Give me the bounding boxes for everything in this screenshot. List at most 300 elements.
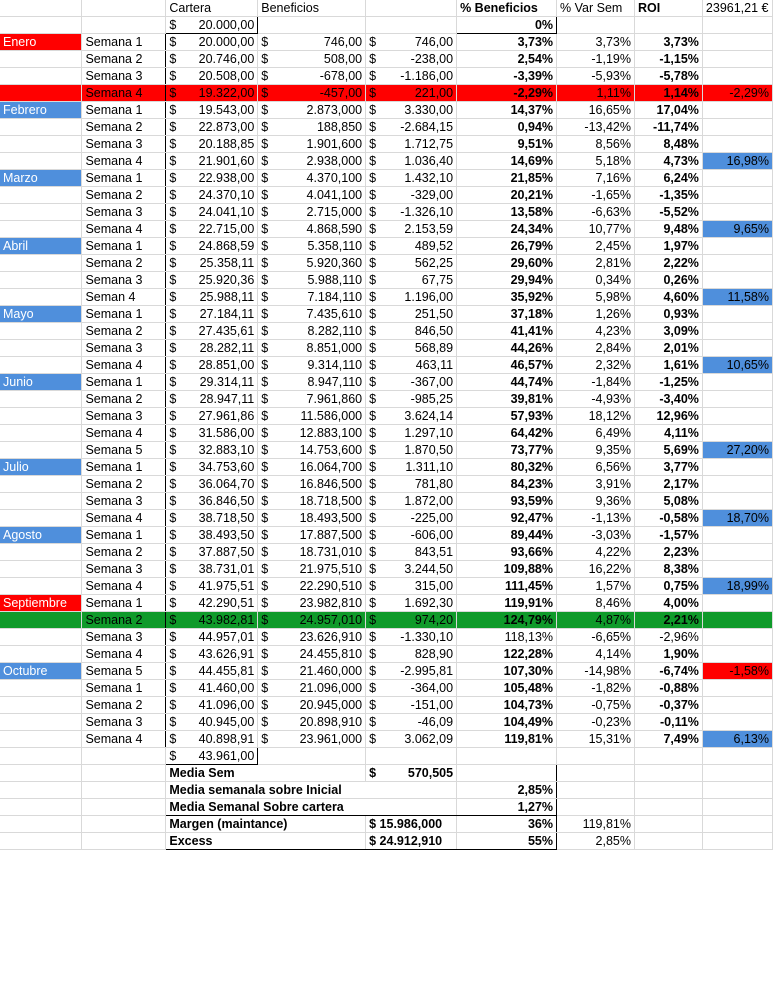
- week-cell[interactable]: Semana 4: [82, 510, 166, 527]
- header-beneficios[interactable]: Beneficios: [258, 0, 366, 17]
- var-sem-cell[interactable]: 5,98%: [557, 289, 635, 306]
- month-cell[interactable]: [0, 391, 82, 408]
- var-sem-cell[interactable]: 4,87%: [557, 612, 635, 629]
- month-cell[interactable]: [0, 408, 82, 425]
- pct-beneficios-cell[interactable]: 92,47%: [457, 510, 557, 527]
- month-cell[interactable]: [0, 187, 82, 204]
- pct-beneficios-cell[interactable]: -2,29%: [457, 85, 557, 102]
- cartera-cell[interactable]: [166, 85, 258, 102]
- beneficios-cell[interactable]: [258, 425, 366, 442]
- var-sem-cell[interactable]: 2,84%: [557, 340, 635, 357]
- beneficios-cell[interactable]: [258, 663, 366, 680]
- roi-cell[interactable]: 0,75%: [634, 578, 702, 595]
- diff-cell[interactable]: [366, 476, 457, 493]
- diff-cell[interactable]: [366, 306, 457, 323]
- month-cell[interactable]: [0, 612, 82, 629]
- month-cell[interactable]: [0, 51, 82, 68]
- roi-cell[interactable]: -0,58%: [634, 510, 702, 527]
- cell-empty[interactable]: [634, 799, 702, 816]
- cell-empty[interactable]: [82, 799, 166, 816]
- cell-empty[interactable]: [82, 816, 166, 833]
- diff-cell[interactable]: [366, 221, 457, 238]
- beneficios-cell[interactable]: [258, 357, 366, 374]
- diff-cell[interactable]: [366, 561, 457, 578]
- diff-cell[interactable]: [366, 714, 457, 731]
- week-cell[interactable]: Semana 3: [82, 629, 166, 646]
- cartera-cell[interactable]: [166, 221, 258, 238]
- extra-cell[interactable]: [702, 476, 772, 493]
- pct-beneficios-cell[interactable]: 118,13%: [457, 629, 557, 646]
- month-cell[interactable]: Marzo: [0, 170, 82, 187]
- cartera-cell[interactable]: [166, 187, 258, 204]
- beneficios-cell[interactable]: [258, 153, 366, 170]
- month-cell[interactable]: [0, 442, 82, 459]
- pct-beneficios-cell[interactable]: 24,34%: [457, 221, 557, 238]
- beneficios-cell[interactable]: [258, 289, 366, 306]
- cell-empty[interactable]: [82, 833, 166, 850]
- header-month[interactable]: [0, 0, 82, 17]
- roi-cell[interactable]: 4,60%: [634, 289, 702, 306]
- cartera-cell[interactable]: [166, 170, 258, 187]
- diff-cell[interactable]: [366, 544, 457, 561]
- month-cell[interactable]: [0, 493, 82, 510]
- cartera-cell[interactable]: [166, 323, 258, 340]
- cartera-cell[interactable]: [166, 527, 258, 544]
- var-sem-cell[interactable]: 16,22%: [557, 561, 635, 578]
- cartera-cell[interactable]: [166, 646, 258, 663]
- diff-cell[interactable]: [366, 119, 457, 136]
- week-cell[interactable]: Semana 2: [82, 391, 166, 408]
- cell-empty[interactable]: [457, 748, 557, 765]
- week-cell[interactable]: Semana 2: [82, 476, 166, 493]
- extra-cell[interactable]: [702, 51, 772, 68]
- cell-empty[interactable]: [634, 833, 702, 850]
- extra-cell[interactable]: 10,65%: [702, 357, 772, 374]
- cartera-cell[interactable]: [166, 680, 258, 697]
- cartera-cell[interactable]: [166, 102, 258, 119]
- diff-cell[interactable]: [366, 255, 457, 272]
- beneficios-cell[interactable]: [258, 170, 366, 187]
- diff-cell[interactable]: [366, 629, 457, 646]
- roi-cell[interactable]: -1,57%: [634, 527, 702, 544]
- diff-cell[interactable]: [366, 697, 457, 714]
- diff-cell[interactable]: [366, 646, 457, 663]
- cell-empty[interactable]: [82, 17, 166, 34]
- beneficios-cell[interactable]: [258, 51, 366, 68]
- roi-cell[interactable]: 1,97%: [634, 238, 702, 255]
- var-sem-cell[interactable]: 8,56%: [557, 136, 635, 153]
- header-week[interactable]: [82, 0, 166, 17]
- beneficios-cell[interactable]: [258, 272, 366, 289]
- beneficios-cell[interactable]: [258, 544, 366, 561]
- var-sem-cell[interactable]: 1,57%: [557, 578, 635, 595]
- diff-cell[interactable]: [366, 289, 457, 306]
- week-cell[interactable]: Semana 2: [82, 544, 166, 561]
- cell-empty[interactable]: [702, 765, 772, 782]
- extra-cell[interactable]: [702, 255, 772, 272]
- cartera-cell[interactable]: [166, 459, 258, 476]
- roi-cell[interactable]: 2,22%: [634, 255, 702, 272]
- month-cell[interactable]: Enero: [0, 34, 82, 51]
- cell-empty[interactable]: [634, 765, 702, 782]
- extra-cell[interactable]: [702, 408, 772, 425]
- beneficios-cell[interactable]: [258, 612, 366, 629]
- cell-empty[interactable]: [0, 17, 82, 34]
- week-cell[interactable]: Semana 2: [82, 697, 166, 714]
- media-inicial-value[interactable]: 2,85%: [457, 782, 557, 799]
- cell-empty[interactable]: [557, 17, 635, 34]
- extra-cell[interactable]: [702, 425, 772, 442]
- cell-empty[interactable]: [82, 782, 166, 799]
- beneficios-cell[interactable]: [258, 323, 366, 340]
- beneficios-cell[interactable]: [258, 408, 366, 425]
- pct-beneficios-cell[interactable]: 9,51%: [457, 136, 557, 153]
- pct-beneficios-cell[interactable]: 111,45%: [457, 578, 557, 595]
- extra-cell[interactable]: [702, 340, 772, 357]
- excess-pct[interactable]: 55%: [457, 833, 557, 850]
- pct-beneficios-cell[interactable]: 29,94%: [457, 272, 557, 289]
- extra-cell[interactable]: 18,70%: [702, 510, 772, 527]
- month-cell[interactable]: Octubre: [0, 663, 82, 680]
- diff-cell[interactable]: [366, 578, 457, 595]
- week-cell[interactable]: Semana 2: [82, 51, 166, 68]
- pct-beneficios-cell[interactable]: 21,85%: [457, 170, 557, 187]
- var-sem-cell[interactable]: 4,14%: [557, 646, 635, 663]
- diff-cell[interactable]: [366, 731, 457, 748]
- cartera-cell[interactable]: [166, 629, 258, 646]
- roi-cell[interactable]: -2,96%: [634, 629, 702, 646]
- beneficios-cell[interactable]: [258, 119, 366, 136]
- cartera-cell[interactable]: [166, 595, 258, 612]
- var-sem-cell[interactable]: -1,19%: [557, 51, 635, 68]
- roi-cell[interactable]: -6,74%: [634, 663, 702, 680]
- extra-cell[interactable]: 6,13%: [702, 731, 772, 748]
- cartera-cell[interactable]: [166, 663, 258, 680]
- week-cell[interactable]: Semana 3: [82, 408, 166, 425]
- extra-cell[interactable]: [702, 561, 772, 578]
- extra-cell[interactable]: [702, 629, 772, 646]
- cartera-cell[interactable]: [166, 493, 258, 510]
- cartera-cell[interactable]: [166, 136, 258, 153]
- pct-beneficios-cell[interactable]: 105,48%: [457, 680, 557, 697]
- roi-cell[interactable]: 1,90%: [634, 646, 702, 663]
- excess-value[interactable]: $ 24.912,910: [366, 833, 457, 850]
- beneficios-cell[interactable]: [258, 68, 366, 85]
- roi-cell[interactable]: -11,74%: [634, 119, 702, 136]
- extra-cell[interactable]: [702, 391, 772, 408]
- roi-cell[interactable]: 8,48%: [634, 136, 702, 153]
- header-roi[interactable]: ROI: [634, 0, 702, 17]
- month-cell[interactable]: [0, 476, 82, 493]
- extra-cell[interactable]: [702, 170, 772, 187]
- cell-empty[interactable]: [557, 748, 635, 765]
- pct-beneficios-cell[interactable]: 104,49%: [457, 714, 557, 731]
- pct-beneficios-cell[interactable]: 80,32%: [457, 459, 557, 476]
- week-cell[interactable]: Semana 3: [82, 136, 166, 153]
- week-cell[interactable]: Semana 2: [82, 323, 166, 340]
- week-cell[interactable]: Seman 4: [82, 289, 166, 306]
- month-cell[interactable]: [0, 221, 82, 238]
- var-sem-cell[interactable]: -0,23%: [557, 714, 635, 731]
- media-cartera-label[interactable]: Media Semanal Sobre cartera: [166, 799, 457, 816]
- month-cell[interactable]: [0, 510, 82, 527]
- beneficios-cell[interactable]: [258, 340, 366, 357]
- extra-cell[interactable]: [702, 68, 772, 85]
- excess-label[interactable]: Excess: [166, 833, 366, 850]
- beneficios-cell[interactable]: [258, 476, 366, 493]
- var-sem-cell[interactable]: 4,22%: [557, 544, 635, 561]
- diff-cell[interactable]: [366, 680, 457, 697]
- diff-cell[interactable]: [366, 323, 457, 340]
- extra-cell[interactable]: [702, 544, 772, 561]
- cartera-cell[interactable]: [166, 374, 258, 391]
- week-cell[interactable]: Semana 1: [82, 595, 166, 612]
- roi-cell[interactable]: 5,08%: [634, 493, 702, 510]
- cartera-cell[interactable]: [166, 340, 258, 357]
- var-sem-cell[interactable]: 10,77%: [557, 221, 635, 238]
- week-cell[interactable]: Semana 1: [82, 459, 166, 476]
- roi-cell[interactable]: -1,15%: [634, 51, 702, 68]
- diff-cell[interactable]: [366, 493, 457, 510]
- cell-empty[interactable]: [634, 748, 702, 765]
- diff-cell[interactable]: [366, 391, 457, 408]
- cartera-cell[interactable]: [166, 731, 258, 748]
- beneficios-cell[interactable]: [258, 493, 366, 510]
- roi-cell[interactable]: 17,04%: [634, 102, 702, 119]
- cell-empty[interactable]: [702, 816, 772, 833]
- var-sem-cell[interactable]: 18,12%: [557, 408, 635, 425]
- roi-cell[interactable]: -1,25%: [634, 374, 702, 391]
- extra-cell[interactable]: 11,58%: [702, 289, 772, 306]
- pct-beneficios-cell[interactable]: 107,30%: [457, 663, 557, 680]
- diff-cell[interactable]: [366, 68, 457, 85]
- pct-beneficios-cell[interactable]: 104,73%: [457, 697, 557, 714]
- beneficios-cell[interactable]: [258, 34, 366, 51]
- roi-cell[interactable]: 4,73%: [634, 153, 702, 170]
- cartera-cell[interactable]: [166, 272, 258, 289]
- extra-cell[interactable]: 16,98%: [702, 153, 772, 170]
- diff-cell[interactable]: [366, 170, 457, 187]
- beneficios-cell[interactable]: [258, 136, 366, 153]
- pct-beneficios-cell[interactable]: 73,77%: [457, 442, 557, 459]
- pct-beneficios-cell[interactable]: 2,54%: [457, 51, 557, 68]
- diff-cell[interactable]: [366, 459, 457, 476]
- month-cell[interactable]: [0, 714, 82, 731]
- diff-cell[interactable]: [366, 136, 457, 153]
- extra-cell[interactable]: [702, 204, 772, 221]
- header-cartera[interactable]: Cartera: [166, 0, 258, 17]
- beneficios-cell[interactable]: [258, 629, 366, 646]
- week-cell[interactable]: Semana 3: [82, 272, 166, 289]
- media-sem-label[interactable]: Media Sem: [166, 765, 366, 782]
- diff-cell[interactable]: [366, 34, 457, 51]
- roi-cell[interactable]: 2,17%: [634, 476, 702, 493]
- pct-beneficios-cell[interactable]: 41,41%: [457, 323, 557, 340]
- diff-cell[interactable]: [366, 408, 457, 425]
- extra-cell[interactable]: [702, 697, 772, 714]
- roi-cell[interactable]: 7,49%: [634, 731, 702, 748]
- var-sem-cell[interactable]: 6,56%: [557, 459, 635, 476]
- cell-empty[interactable]: [0, 765, 82, 782]
- cartera-cell[interactable]: [166, 204, 258, 221]
- week-cell[interactable]: Semana 4: [82, 221, 166, 238]
- week-cell[interactable]: Semana 4: [82, 646, 166, 663]
- extra-cell[interactable]: 27,20%: [702, 442, 772, 459]
- pct-beneficios-cell[interactable]: 44,26%: [457, 340, 557, 357]
- var-sem-cell[interactable]: -13,42%: [557, 119, 635, 136]
- month-cell[interactable]: [0, 731, 82, 748]
- var-sem-cell[interactable]: -5,93%: [557, 68, 635, 85]
- extra-cell[interactable]: -1,58%: [702, 663, 772, 680]
- extra-cell[interactable]: -2,29%: [702, 85, 772, 102]
- extra-cell[interactable]: [702, 187, 772, 204]
- pct-beneficios-cell[interactable]: 0,94%: [457, 119, 557, 136]
- var-sem-cell[interactable]: 7,16%: [557, 170, 635, 187]
- month-cell[interactable]: [0, 646, 82, 663]
- roi-cell[interactable]: -0,37%: [634, 697, 702, 714]
- var-sem-cell[interactable]: 2,32%: [557, 357, 635, 374]
- week-cell[interactable]: Semana 3: [82, 340, 166, 357]
- month-cell[interactable]: [0, 68, 82, 85]
- cell-empty[interactable]: [702, 833, 772, 850]
- week-cell[interactable]: Semana 1: [82, 238, 166, 255]
- beneficios-cell[interactable]: [258, 204, 366, 221]
- pct-beneficios-cell[interactable]: 20,21%: [457, 187, 557, 204]
- week-cell[interactable]: Semana 4: [82, 85, 166, 102]
- var-sem-cell[interactable]: 1,26%: [557, 306, 635, 323]
- extra-cell[interactable]: [702, 527, 772, 544]
- month-cell[interactable]: [0, 119, 82, 136]
- extra-cell[interactable]: [702, 714, 772, 731]
- roi-cell[interactable]: 5,69%: [634, 442, 702, 459]
- beneficios-cell[interactable]: [258, 731, 366, 748]
- roi-cell[interactable]: -5,78%: [634, 68, 702, 85]
- var-sem-cell[interactable]: 16,65%: [557, 102, 635, 119]
- pct-beneficios-cell[interactable]: 57,93%: [457, 408, 557, 425]
- cell-empty[interactable]: [0, 799, 82, 816]
- month-cell[interactable]: [0, 272, 82, 289]
- var-sem-cell[interactable]: -0,75%: [557, 697, 635, 714]
- month-cell[interactable]: Febrero: [0, 102, 82, 119]
- pct-beneficios-cell[interactable]: 93,66%: [457, 544, 557, 561]
- var-sem-cell[interactable]: -1,65%: [557, 187, 635, 204]
- month-cell[interactable]: [0, 136, 82, 153]
- diff-cell[interactable]: [366, 595, 457, 612]
- month-cell[interactable]: Junio: [0, 374, 82, 391]
- extra-cell[interactable]: [702, 136, 772, 153]
- month-cell[interactable]: [0, 323, 82, 340]
- beneficios-cell[interactable]: [258, 221, 366, 238]
- roi-cell[interactable]: 2,21%: [634, 612, 702, 629]
- beneficios-cell[interactable]: [258, 374, 366, 391]
- extra-cell[interactable]: [702, 119, 772, 136]
- beneficios-cell[interactable]: [258, 578, 366, 595]
- week-cell[interactable]: Semana 5: [82, 442, 166, 459]
- roi-cell[interactable]: -5,52%: [634, 204, 702, 221]
- var-sem-cell[interactable]: 0,34%: [557, 272, 635, 289]
- pct-beneficios-cell[interactable]: 35,92%: [457, 289, 557, 306]
- diff-cell[interactable]: [366, 85, 457, 102]
- month-cell[interactable]: Julio: [0, 459, 82, 476]
- beneficios-cell[interactable]: [258, 85, 366, 102]
- extra-cell[interactable]: [702, 646, 772, 663]
- week-cell[interactable]: Semana 1: [82, 170, 166, 187]
- var-sem-cell[interactable]: 2,45%: [557, 238, 635, 255]
- var-sem-cell[interactable]: 2,81%: [557, 255, 635, 272]
- cartera-cell[interactable]: [166, 51, 258, 68]
- month-cell[interactable]: [0, 544, 82, 561]
- pct-beneficios-cell[interactable]: 44,74%: [457, 374, 557, 391]
- cell-empty[interactable]: [82, 748, 166, 765]
- cell-empty[interactable]: [702, 799, 772, 816]
- margen-value[interactable]: $ 15.986,000: [366, 816, 457, 833]
- var-sem-cell[interactable]: 1,11%: [557, 85, 635, 102]
- month-cell[interactable]: [0, 425, 82, 442]
- cartera-cell[interactable]: [166, 544, 258, 561]
- roi-cell[interactable]: 4,00%: [634, 595, 702, 612]
- margen-extra[interactable]: 119,81%: [557, 816, 635, 833]
- diff-cell[interactable]: [366, 102, 457, 119]
- cartera-cell[interactable]: [166, 578, 258, 595]
- cartera-cell[interactable]: [166, 408, 258, 425]
- beneficios-cell[interactable]: [258, 238, 366, 255]
- pct-beneficios-cell[interactable]: 93,59%: [457, 493, 557, 510]
- cell-empty[interactable]: [258, 748, 366, 765]
- week-cell[interactable]: Semana 4: [82, 578, 166, 595]
- initial-pct[interactable]: 0%: [457, 17, 557, 34]
- var-sem-cell[interactable]: -4,93%: [557, 391, 635, 408]
- var-sem-cell[interactable]: 15,31%: [557, 731, 635, 748]
- excess-extra[interactable]: 2,85%: [557, 833, 635, 850]
- pct-beneficios-cell[interactable]: 84,23%: [457, 476, 557, 493]
- var-sem-cell[interactable]: 8,46%: [557, 595, 635, 612]
- diff-cell[interactable]: [366, 187, 457, 204]
- extra-cell[interactable]: [702, 374, 772, 391]
- cell-empty[interactable]: [457, 765, 557, 782]
- pct-beneficios-cell[interactable]: 124,79%: [457, 612, 557, 629]
- header-pct-beneficios[interactable]: % Beneficios: [457, 0, 557, 17]
- media-sem-value-cell[interactable]: [366, 765, 457, 782]
- pct-beneficios-cell[interactable]: 89,44%: [457, 527, 557, 544]
- cell-empty[interactable]: [0, 833, 82, 850]
- week-cell[interactable]: Semana 2: [82, 187, 166, 204]
- diff-cell[interactable]: [366, 238, 457, 255]
- beneficios-cell[interactable]: [258, 187, 366, 204]
- cell-empty[interactable]: [702, 748, 772, 765]
- pct-beneficios-cell[interactable]: 109,88%: [457, 561, 557, 578]
- pct-beneficios-cell[interactable]: 37,18%: [457, 306, 557, 323]
- diff-cell[interactable]: [366, 357, 457, 374]
- pct-beneficios-cell[interactable]: 119,91%: [457, 595, 557, 612]
- extra-cell[interactable]: 18,99%: [702, 578, 772, 595]
- week-cell[interactable]: Semana 1: [82, 374, 166, 391]
- week-cell[interactable]: Semana 1: [82, 680, 166, 697]
- diff-cell[interactable]: [366, 340, 457, 357]
- diff-cell[interactable]: [366, 510, 457, 527]
- extra-cell[interactable]: [702, 34, 772, 51]
- var-sem-cell[interactable]: -1,84%: [557, 374, 635, 391]
- var-sem-cell[interactable]: 3,91%: [557, 476, 635, 493]
- week-cell[interactable]: Semana 4: [82, 731, 166, 748]
- month-cell[interactable]: [0, 629, 82, 646]
- month-cell[interactable]: [0, 153, 82, 170]
- beneficios-cell[interactable]: [258, 646, 366, 663]
- week-cell[interactable]: Semana 1: [82, 527, 166, 544]
- cartera-cell[interactable]: [166, 238, 258, 255]
- media-inicial-label[interactable]: Media semanala sobre Inicial: [166, 782, 457, 799]
- var-sem-cell[interactable]: -14,98%: [557, 663, 635, 680]
- beneficios-cell[interactable]: [258, 680, 366, 697]
